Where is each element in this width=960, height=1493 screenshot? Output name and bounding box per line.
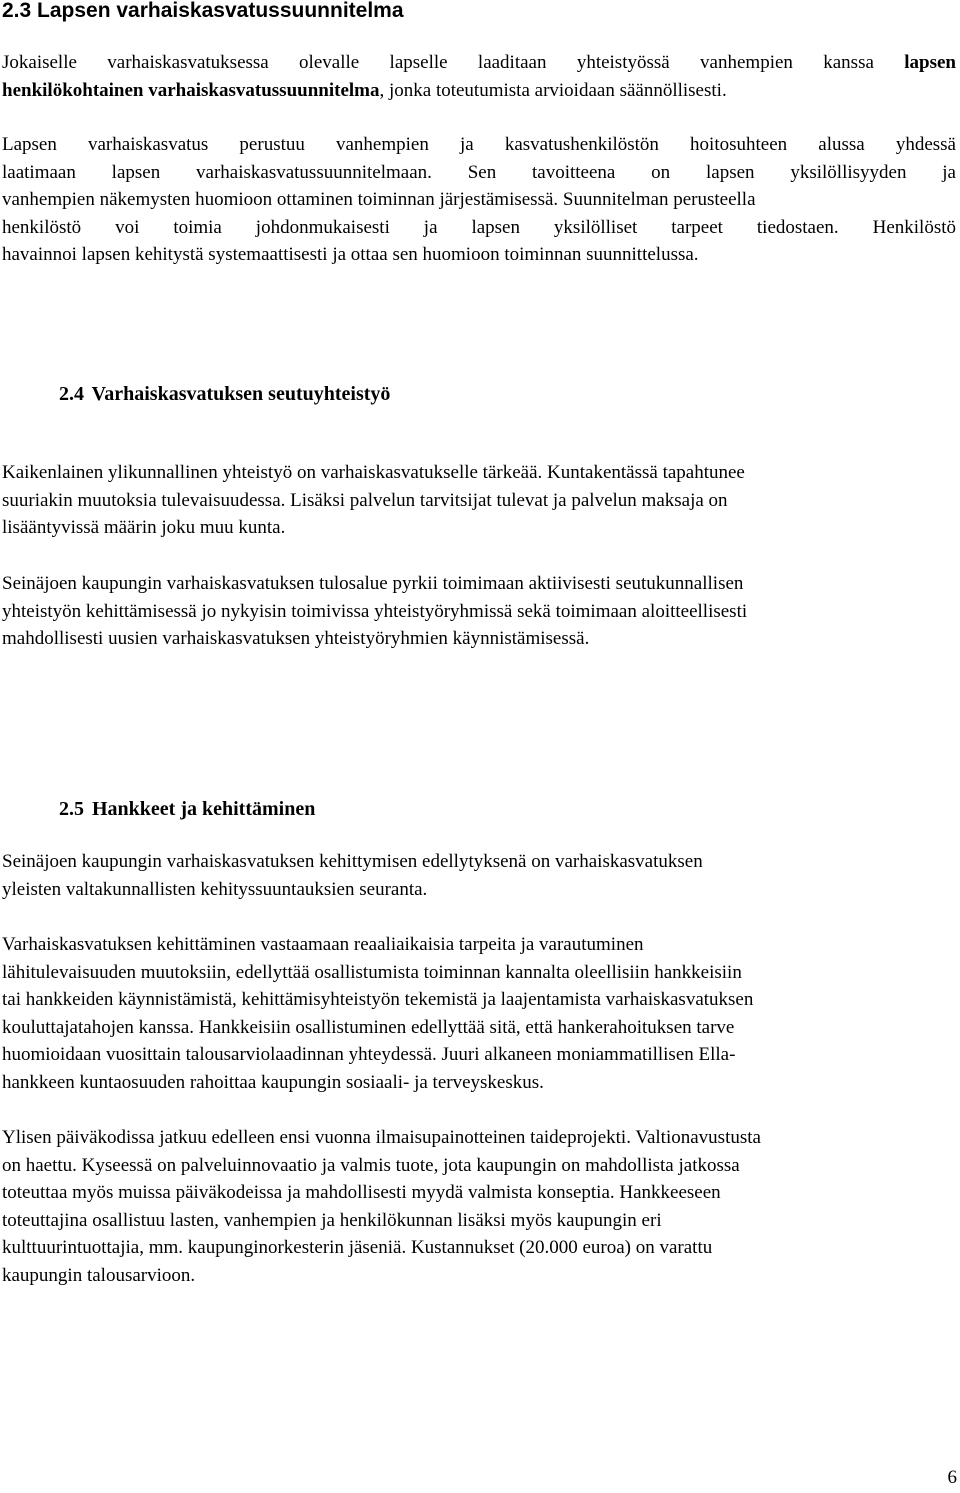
paragraph-line: Kaikenlainen ylikunnallinen yhteistyö on varhaiskasvatukselle tärkeää. Kuntakentässä tapahtunee (2, 462, 745, 483)
paragraph-line: kouluttajatahojen kanssa. Hankkeisiin osallistuminen edellyttää sitä, että hankerahoituksen tarve (2, 1016, 735, 1038)
paragraph-line: toteuttaa myös muissa päiväkodeissa ja mahdollisesti myydä valmista konseptia. Hankkeeseen (2, 1182, 721, 1203)
paragraph-line: Ylisen päiväkodissa jatkuu edelleen ensi vuonna ilmaisupainotteinen taideprojekti. Valtionavustusta (2, 1127, 761, 1148)
paragraph-2-4-1 (2, 459, 956, 542)
section-title: Hankkeet ja kehittäminen (92, 798, 316, 820)
paragraph-line: Seinäjoen kaupungin varhaiskasvatuksen kehittymisen edellytyksenä on varhaiskasvatuksen (2, 851, 703, 872)
paragraph-2-3-2 (2, 131, 956, 269)
section-heading-2-3: 2.3 Lapsen varhaiskasvatussuunnitelma (2, 0, 404, 22)
paragraph-2-5-2 (2, 931, 956, 1096)
paragraph-line: havainnoi lapsen kehitystä systemaattisesti ja ottaa sen huomioon toiminnan suunnittelussa. (2, 244, 699, 265)
section-number: 2.5 (59, 798, 84, 820)
paragraph-line: henkilöstö voi toimia johdonmukaisesti ja lapsen yksilölliset tarpeet tiedostaen. Henkilöstö (2, 216, 956, 238)
paragraph-line: yhteistyön kehittämisessä jo nykyisin toimivissa yhteistyöryhmissä sekä toimimaan aloitteellisesti (2, 600, 748, 622)
paragraph-line: suuriakin muutoksia tulevaisuudessa. Lisäksi palvelun tarvitsijat tulevat ja palvelun maksaja on (2, 489, 728, 511)
paragraph-line: Jokaiselle varhaiskasvatuksessa olevalle lapselle laaditaan yhteistyössä vanhempien kanssa lapsen (2, 52, 956, 73)
paragraph-line: on haettu. Kyseessä on palveluinnovaatio ja valmis tuote, jota kaupungin on mahdollista jatkossa (2, 1154, 740, 1176)
section-title: Varhaiskasvatuksen seutuyhteistyö (91, 383, 391, 405)
paragraph-line: lisääntyvissä määrin joku muu kunta. (2, 517, 286, 538)
paragraph-line: yleisten valtakunnallisten kehityssuuntauksien seuranta. (2, 878, 428, 900)
paragraph-2-5-3 (2, 1124, 956, 1289)
paragraph-line: Lapsen varhaiskasvatus perustuu vanhempien ja kasvatushenkilöstön hoitosuhteen alussa yhdessä (2, 134, 956, 155)
section-number: 2.4 (59, 383, 84, 405)
paragraph-line: vanhempien näkemysten huomioon ottaminen toiminnan järjestämisessä. Suunnitelman perusteella (2, 189, 756, 210)
paragraph-line: laatimaan lapsen varhaiskasvatussuunnitelmaan. Sen tavoitteena on lapsen yksilöllisyyden ja (2, 161, 956, 183)
paragraph-line: hankkeen kuntaosuuden rahoittaa kaupungin sosiaali- ja terveyskeskus. (2, 1071, 544, 1093)
paragraph-line: Varhaiskasvatuksen kehittäminen vastaamaan reaaliaikaisia tarpeita ja varautuminen (2, 934, 644, 955)
paragraph-line: tai hankkeiden käynnistämistä, kehittämisyhteistyön tekemistä ja laajentamista varhaiskasvatuksen (2, 989, 754, 1010)
page-number: 6 (947, 1467, 957, 1488)
paragraph-line: lähitulevaisuuden muutoksiin, edellyttää osallistumista toiminnan kannalta oleellisiin hankkeisiin (2, 961, 742, 983)
paragraph-2-5-1 (2, 848, 956, 903)
paragraph-line: kulttuurintuottajia, mm. kaupunginorkesterin jäseniä. Kustannukset (20.000 euroa) on varattu (2, 1237, 713, 1258)
section-heading-2-5 (59, 795, 315, 823)
paragraph-line: kaupungin talousarvioon. (2, 1264, 196, 1286)
paragraph-line: huomioidaan vuosittain talousarviolaadinnan yhteydessä. Juuri alkaneen moniammatillisen Ella- (2, 1044, 736, 1065)
paragraph-line: toteuttajina osallistuu lasten, vanhempien ja henkilökunnan lisäksi myös kaupungin eri (2, 1209, 662, 1231)
paragraph-line: mahdollisesti uusien varhaiskasvatuksen yhteistyöryhmien käynnistämisessä. (2, 628, 590, 649)
paragraph-line: henkilökohtainen varhaiskasvatussuunnitelma, jonka toteutumista arvioidaan säännöllisesti. (2, 79, 727, 101)
paragraph-2-3-1 (2, 49, 956, 104)
section-heading-2-4 (59, 380, 390, 408)
paragraph-line: Seinäjoen kaupungin varhaiskasvatuksen tulosalue pyrkii toimimaan aktiivisesti seutukunnallisen (2, 573, 744, 594)
paragraph-2-4-2 (2, 570, 956, 653)
